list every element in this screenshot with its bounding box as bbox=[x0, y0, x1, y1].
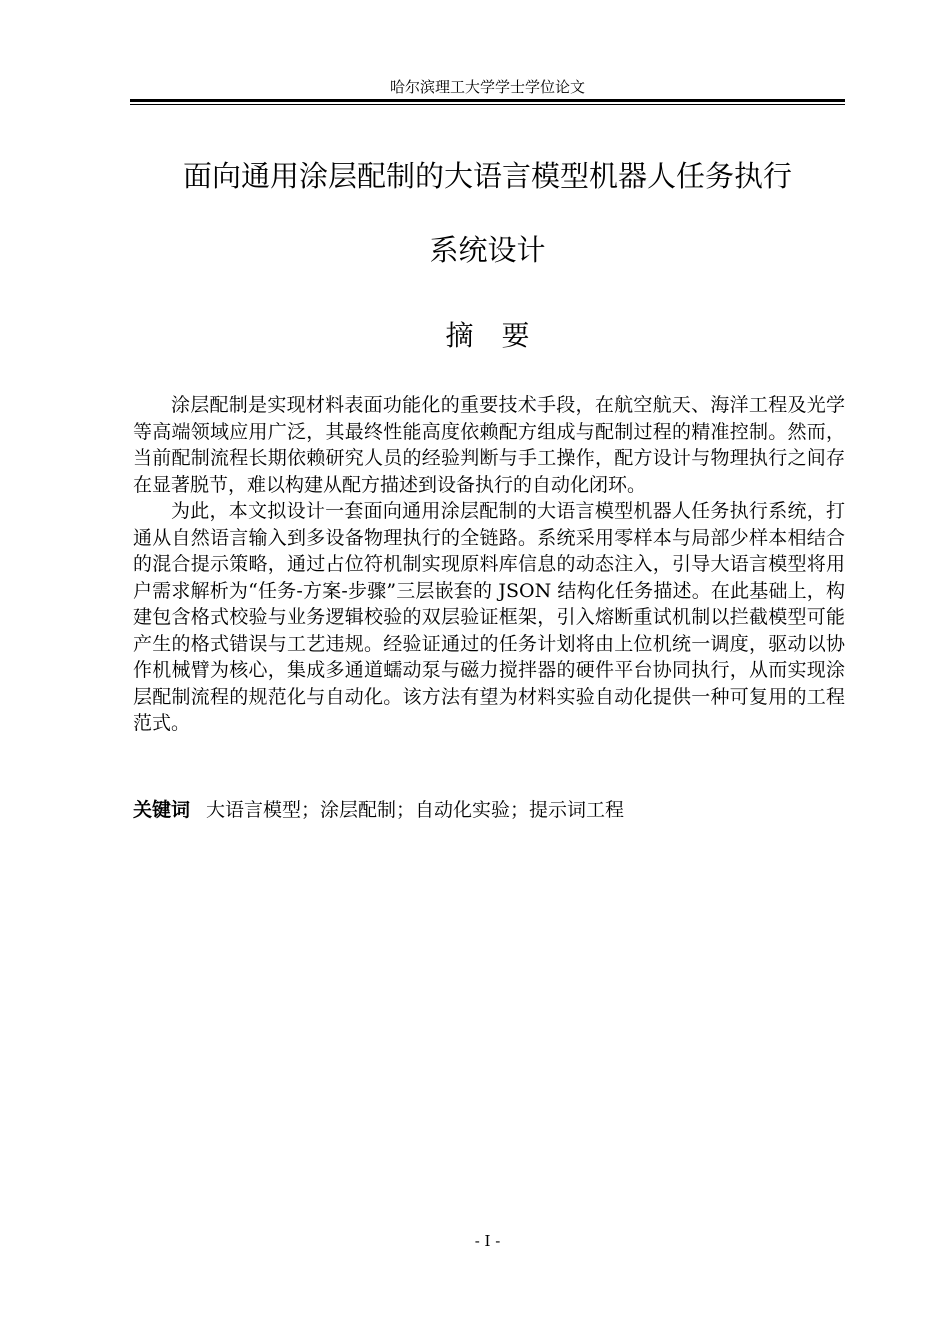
keywords-value: 大语言模型；涂层配制；自动化实验；提示词工程 bbox=[206, 799, 625, 821]
running-header: 哈尔滨理工大学学士学位论文 bbox=[389, 78, 585, 96]
abstract-paragraph-1: 涂层配制是实现材料表面功能化的重要技术手段，在航空航天、海洋工程及光学等高端领域应用广泛，其最终性能高度依赖配方组成与配制过程的精准控制。然而，当前配制流程长期依赖研究人员的经验判断与手工操作，配方设计与物理执行之间存在显著脱节，难以构建从配方描述到设备执行的自动化闭环。 bbox=[133, 394, 845, 496]
thesis-title-line-2: 系统设计 bbox=[429, 233, 546, 267]
abstract-body bbox=[133, 392, 845, 737]
page-number: - I - bbox=[474, 1232, 501, 1250]
header-rule-thin bbox=[130, 104, 845, 105]
thesis-title-line-1: 面向通用涂层配制的大语言模型机器人任务执行 bbox=[182, 159, 792, 193]
keywords-label: 关键词 bbox=[133, 799, 191, 821]
keywords-line bbox=[133, 797, 845, 823]
abstract-paragraph-2: 为此，本文拟设计一套面向通用涂层配制的大语言模型机器人任务执行系统，打通从自然语言输入到多设备物理执行的全链路。系统采用零样本与局部少样本相结合的混合提示策略，通过占位符机制实现原料库信息的动态注入，引导大语言模型将用户需求解析为“任务-方案-步骤”三层嵌套的 JSON 结构化任务描述。在此基础上，构建包含格式校验与业务逻辑校验的双层验证框架，引入熔断重试机制以拦截模型可能产生的格式错误与工艺违规。经验证通过的任务计划将由上位机统一调度，驱动以协作机械臂为核心，集成多通道蠕动泵与磁力搅拌器的硬件平台协同执行，从而实现涂层配制流程的规范化与自动化。该方法有望为材料实验自动化提供一种可复用的工程范式。 bbox=[133, 500, 845, 734]
abstract-heading: 摘要 bbox=[445, 319, 558, 352]
header-rule-thick bbox=[130, 99, 845, 102]
